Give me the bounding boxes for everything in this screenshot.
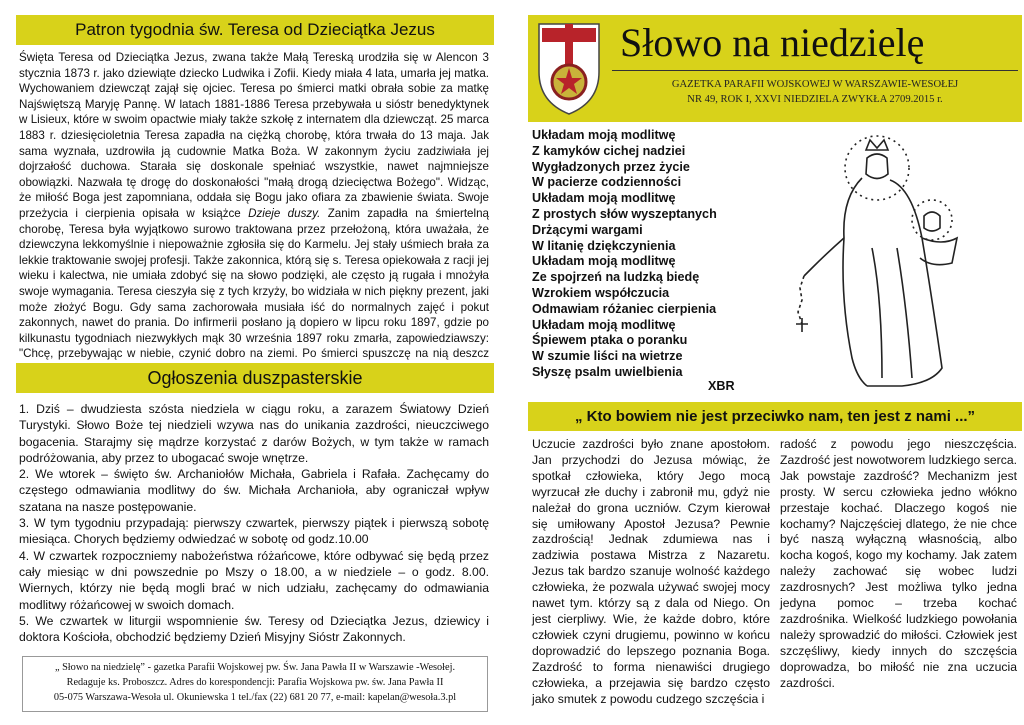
footer-line-2: Redaguje ks. Proboszcz. Adres do korespondencji: Parafia Wojskowa pw. św. Jana Pawła II <box>66 677 444 688</box>
poem <box>532 128 772 381</box>
patron-body-end: Zanim zapadła na śmiertelną chorobę, Teresa była wyjątkowo surowo traktowana przez przełożoną, która uważała, że dziewczyna lekkomyślnie i niepoważnie zgłosiła się do Karmelu. Jej stały uśmiech brała za lekkie traktowanie swojej profesji. Także zakonnica, którą się s. Teresa opiekowała z racji jej wieku i kalectwa, nie umiała zdobyć się na słowo podzięki, ale często ją rugała i mnożyła swoje wymagania. Teresa cieszyła się z tych krzyży, bo widziała w nich piękny prezent, jaki może złożyć Bogu. Gdy sama zachorowała musiała iść do normalnych zajęć i pokut zakonnych, nawet do prania. Do infirmerii posłano ją dopiero w lipcu roku 1897, gdzie po kilkunastu tygodniach niezwykłych mąk 30 września 1897 roku zmarła, zapowiedziawszy: "Chcę, przebywając w niebie, czynić dobro na ziemi. Po śmierci spuszczę na nią deszcz <box>19 206 489 361</box>
article-column-2: radość z powodu jego nieszczęścia. Zazdrość jest nowotworem ludzkiego serca. Jak powstaje zazdrość? Mechanizm jest prosty. W sercu człowieka jedno włókno przestaje kochać. Dlaczego kogoś nie kochamy? Najczęściej dlatego, że nie chce być naszą wyłączną własnością, albo kocha kogoś, kogo my kochamy. Jak zatem należy zachować się wobec ludzi zazdrosnych? Jest możliwa tylko jedna jedyna pomoc – trzeba kochać zazdrośnika. Wielkość ludzkiego powołania należy sprowadzić do miłości. Człowiek jest szczęśliwy, kiedy innych do szczęścia doprowadza, bo miłość nie zna uczucia zazdrości. <box>780 437 1017 690</box>
masthead-rule <box>612 70 1018 71</box>
poem-line: W pacierze codzienności <box>532 175 682 190</box>
article-column-1: Uczucie zazdrości było znane apostołom. Jan przychodzi do Jezusa mówiąc, że spotkał człowieka, który Jego mocą wyrzucał złe duchy i zabronił mu, gdyż nie należał do grona uczniów. Czym kierował się umiłowany Apostoł Jezusa? Pewnie zazdrością! Jednak zdumiewa nas i zadziwia postawa Mistrza z Nazaretu. Jezus tak bardzo szanuje wolność każdego człowieka, że pozwala używać swojej mocy nawet tym. którzy są z dala od Niego. On jest cierpliwy. Wie, że każde dobro, które człowiek czyni drugiemu, powinno w końcu doprowadzić do lepszego poznania Boga. Zazdrość to forma nienawiści drugiego człowieka, a przejawia się bardzo często jako smutek z powodu cudzego szczęścia i <box>532 437 770 706</box>
poem-author: XBR <box>708 379 735 393</box>
poem-line: Układam moją modlitwę <box>532 191 676 206</box>
footer-box <box>22 656 488 712</box>
announcement-item: 2. We wtorek – święto św. Archaniołów Michała, Gabriela i Rafała. Zachęcamy do częstego odmawiania modlitwy do św. Michała Archanioła, aby ograniczał wpływ szatana na nasze postępowanie. <box>19 467 489 514</box>
announcement-item: 1. Dziś – dwudziesta szósta niedziela w ciągu roku, a zarazem Światowy Dzień Turystyki. Słowo Boże tej niedzieli wzywa nas do unikania zazdrości, nieuczciwego bogacenia. Starajmy się mądrze korzystać z darów Bożych, w tym także w ramach podróżowania, aby przez to ubogacać swoje wnętrze. <box>19 402 489 465</box>
poem-line: Odmawiam różaniec cierpienia <box>532 301 717 316</box>
patron-text <box>19 50 489 377</box>
masthead-subtitle-2: NR 49, ROK I, XXVI NIEDZIELA ZWYKŁA 2709.2015 r. <box>687 94 943 105</box>
poem-line: W litanię dziękczynienia <box>532 238 676 253</box>
article-heading: „ Kto bowiem nie jest przeciwko nam, ten jest z nami ...” <box>528 402 1022 431</box>
poem-line: Z kamyków cichej nadziei <box>532 143 686 158</box>
announcement-item: 5. We czwartek w liturgii wspomnienie św. Teresy od Dzieciątka Jezus, dziewicy i doktora Kościoła, obchodzić będziemy Dzień Misyjny Sióstr Zakonnych. <box>19 613 489 645</box>
emblem-shield-icon <box>534 20 604 116</box>
patron-heading: Patron tygodnia św. Teresa od Dzieciątka Jezus <box>16 15 494 45</box>
madonna-drawing-icon <box>782 128 1022 390</box>
madonna-illustration <box>782 128 1022 390</box>
announcement-item: 4. W czwartek rozpoczniemy nabożeństwa różańcowe, które odbywać się będą przez cały miesiąc w dni powszednie po Mszy o 18.00, a w niedziele – o godz. 8.00. Wiernych, którzy nie będą mogli brać w nich udziału, zachęcamy do odmawiania modlitwy różańcowej w swoich domach. <box>19 548 489 612</box>
poem-line: Ze spojrzeń na ludzką biedę <box>532 270 700 285</box>
masthead-subtitle-1: GAZETKA PARAFII WOJSKOWEJ W WARSZAWIE-WESOŁEJ <box>671 79 959 90</box>
poem-line: Układam moją modlitwę <box>532 254 676 269</box>
poem-line: Słyszę psalm uwielbienia <box>532 364 683 379</box>
patron-article <box>19 50 489 377</box>
right-page <box>512 0 1024 725</box>
poem-line: Układam moją modlitwę <box>532 317 676 332</box>
announcements-list <box>19 401 489 645</box>
patron-book-title: Dzieje duszy. <box>248 206 321 220</box>
poem-line: Z prostych słów wyszeptanych <box>532 206 717 221</box>
footer-line-1: „ Słowo na niedzielę” - gazetka Parafii Wojskowej pw. Św. Jana Pawła II w Warszawie -Wesołej. <box>54 662 456 673</box>
poem-line: Śpiewem ptaka o poranku <box>532 333 688 348</box>
poem-line: Wzrokiem współczucia <box>532 285 670 300</box>
masthead-title: Słowo na niedzielę <box>620 20 925 65</box>
footer-line-3: 05-075 Warszawa-Wesoła ul. Okuniewska 1 tel./fax (22) 681 20 77, e-mail: kapelan@wesoła.3.pl <box>53 692 457 703</box>
announcements-heading: Ogłoszenia duszpasterskie <box>16 363 494 393</box>
poem-line: Układam moją modlitwę <box>532 128 676 142</box>
left-page <box>0 0 510 725</box>
announcement-item: 3. W tym tygodniu przypadają: pierwszy czwartek, pierwszy piątek i pierwszą sobotę miesiąca. Chorych będziemy odwiedzać w sobotę od godz.10.00 <box>19 516 489 547</box>
poem-line: Wygładzonych przez życie <box>532 159 690 174</box>
poem-line: W szumie liści na wietrze <box>532 349 683 364</box>
poem-line: Drżącymi wargami <box>532 222 643 237</box>
parish-emblem <box>534 20 604 116</box>
patron-body: Święta Teresa od Dzieciątka Jezus, zwana także Małą Tereską urodziła się w Alencon 3 stycznia 1873 r. jako dziewiąte dziecko Ludwika i Zofii. Kiedy miała 4 lata, umarła jej matka. Wychowaniem dziewcząt zajął się ojciec. Teresa po śmierci matki obrała sobie za matkę Najświętszą Maryję Pannę. W latach 1881-1886 Teresa przebywała u sióstr benedyktynek w Lisieux, które w swoim opactwie miały także szkołę z internatem dla dziewcząt. 25 marca 1883 r. dziesięcioletnia Teresa zapadła na ciężką chorobę, która trwała do 13 maja. Jak sama wyznała, uzdrowiła ją cudownie Matka Boża. W zakonnym życiu zadziwiała jej dojrzałość duchowa. Starała się doskonale spełniać wszystkie, nawet najmniejsze obowiązki. Nazwała tę drogę do doskonałości "małą drogą dziecięctwa Bożego". Widząc, że miłość Boga jest zapomniana, oddała się Bogu jako ofiara za zbawienie świata. Swoje przeżycia i cierpienia opisała w książce <box>19 51 489 220</box>
